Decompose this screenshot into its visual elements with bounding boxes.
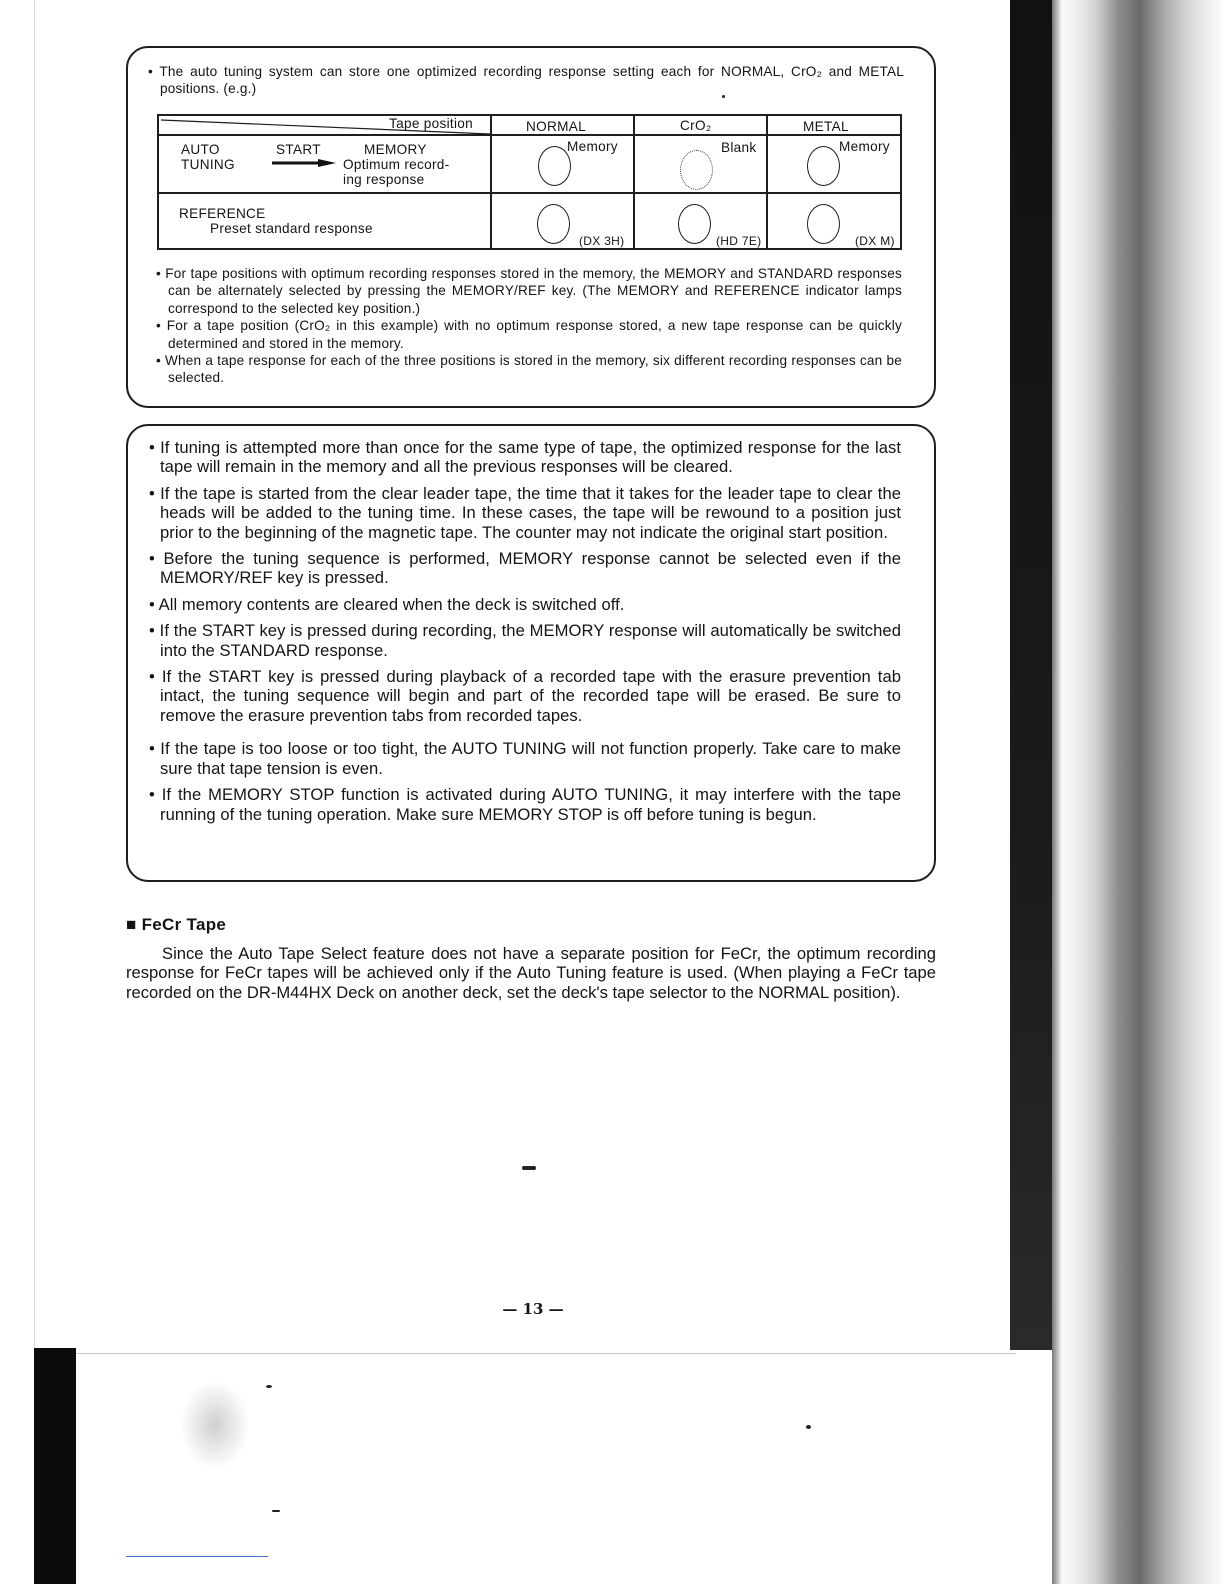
metal-memory-text: Memory <box>839 139 890 154</box>
caution-item: • Before the tuning sequence is performed, MEMORY response cannot be selected even if the MEMORY/REF key is pressed. <box>149 549 901 588</box>
scan-smudge <box>180 1380 250 1470</box>
page-number: — 13 — <box>502 1300 564 1318</box>
column-header-metal: METAL <box>803 119 849 134</box>
normal-memory-text: Memory <box>567 139 618 154</box>
note-item: • For tape positions with optimum recording responses stored in the memory, the MEMORY and STANDARD responses can be alternately selected by pressing the MEMORY/REF key. (The MEMORY and REFERENCE indicator lamps correspond to the selected key position.) <box>156 266 902 316</box>
cautions-list <box>149 438 901 831</box>
column-header-normal: NORMAL <box>526 119 586 134</box>
caution-item: • If tuning is attempted more than once for the same type of tape, the optimized response for the last tape will remain in the memory and all the previous responses will be cleared. <box>149 438 901 477</box>
scan-speck <box>806 1425 811 1429</box>
optimum-response-line2: ing response <box>343 172 425 187</box>
table-divider <box>766 116 768 248</box>
optimum-response-line1: Optimum record- <box>343 157 450 172</box>
scan-shadow-right <box>1010 0 1052 1350</box>
caution-item: • If the START key is pressed during playback of a recorded tape with the erasure prevention tab intact, the tuning sequence will begin and part of the recorded tape will be erased. Be sure to remove the erasure prevention tabs from recorded tapes. <box>149 667 901 725</box>
normal-reference-lamp <box>537 204 570 244</box>
caution-item: • If the tape is started from the clear leader tape, the time that it takes for the leader tape to clear the heads will be added to the tuning time. In these cases, the tape will be rewound to a position just prior to the beginning of the magnetic tape. The counter may not indicate the original start position. <box>149 483 901 542</box>
section-heading-fecr: ■ FeCr Tape <box>126 915 227 934</box>
auto-label: AUTO <box>181 142 220 157</box>
caution-item: • If the START key is pressed during recording, the MEMORY response will automatically be switched into the STANDARD response. <box>149 621 901 660</box>
fecr-paragraph: Since the Auto Tape Select feature does not have a separate position for FeCr, the optimum recording response for FeCr tapes will be achieved only if the Auto Tuning feature is used. (When playing a FeCr tape recorded on the DR-M44HX Deck on another deck, set the deck's tape selector to the NORMAL position). <box>126 944 936 1002</box>
scan-shadow-fade <box>1052 0 1062 1584</box>
normal-reference-tape: (DX 3H) <box>579 234 625 248</box>
cro2-reference-tape: (HD 7E) <box>716 234 762 248</box>
caution-item: • If the MEMORY STOP function is activated during AUTO TUNING, it may interfere with the tape running of the tuning operation. Make sure MEMORY STOP is off before tuning is begun. <box>149 785 901 824</box>
metal-reference-lamp <box>807 204 840 244</box>
tape-position-header: Tape position <box>389 116 474 131</box>
scan-speck <box>522 1166 536 1170</box>
table-row-rule <box>159 192 900 194</box>
table-divider <box>633 116 635 248</box>
caution-item: • If the tape is too loose or too tight, the AUTO TUNING will not function properly. Take care to make sure that tape tension is even. <box>149 739 901 778</box>
cro2-blank-text: Blank <box>721 140 757 155</box>
column-header-cro2: CrO₂ <box>680 118 712 133</box>
note-item: • When a tape response for each of the three positions is stored in the memory, six different recording responses can be selected. <box>156 353 902 386</box>
right-arrow-icon <box>272 159 336 167</box>
start-label: START <box>276 142 321 157</box>
page-fold-line <box>76 1353 1016 1354</box>
table-notes <box>156 265 902 387</box>
reference-label: REFERENCE <box>179 206 266 221</box>
note-item: • For a tape position (CrO₂ in this example) with no optimum response stored, a new tape response can be quickly determined and stored in the memory. <box>156 318 902 351</box>
metal-memory-lamp <box>807 146 840 186</box>
intro-bullet <box>148 63 904 98</box>
cro2-blank-lamp <box>680 150 713 190</box>
metal-reference-tape: (DX M) <box>855 234 895 248</box>
cro2-reference-lamp <box>678 204 711 244</box>
scan-speck <box>272 1510 280 1512</box>
scan-edge-right <box>1048 0 1224 1584</box>
tape-position-table <box>157 114 902 250</box>
caution-item: • All memory contents are cleared when the deck is switched off. <box>149 594 625 614</box>
bottom-rule <box>126 1556 268 1557</box>
scan-speck <box>266 1385 272 1388</box>
tuning-label: TUNING <box>181 157 235 172</box>
memory-label: MEMORY <box>364 142 427 157</box>
reference-desc: Preset standard response <box>210 221 373 236</box>
scan-edge-left <box>34 0 35 1348</box>
intro-text: • The auto tuning system can store one optimized recording response setting each for NORMAL, CrO₂ and METAL positions. (e.g.) <box>148 64 904 97</box>
scan-shadow-left <box>34 1348 76 1584</box>
